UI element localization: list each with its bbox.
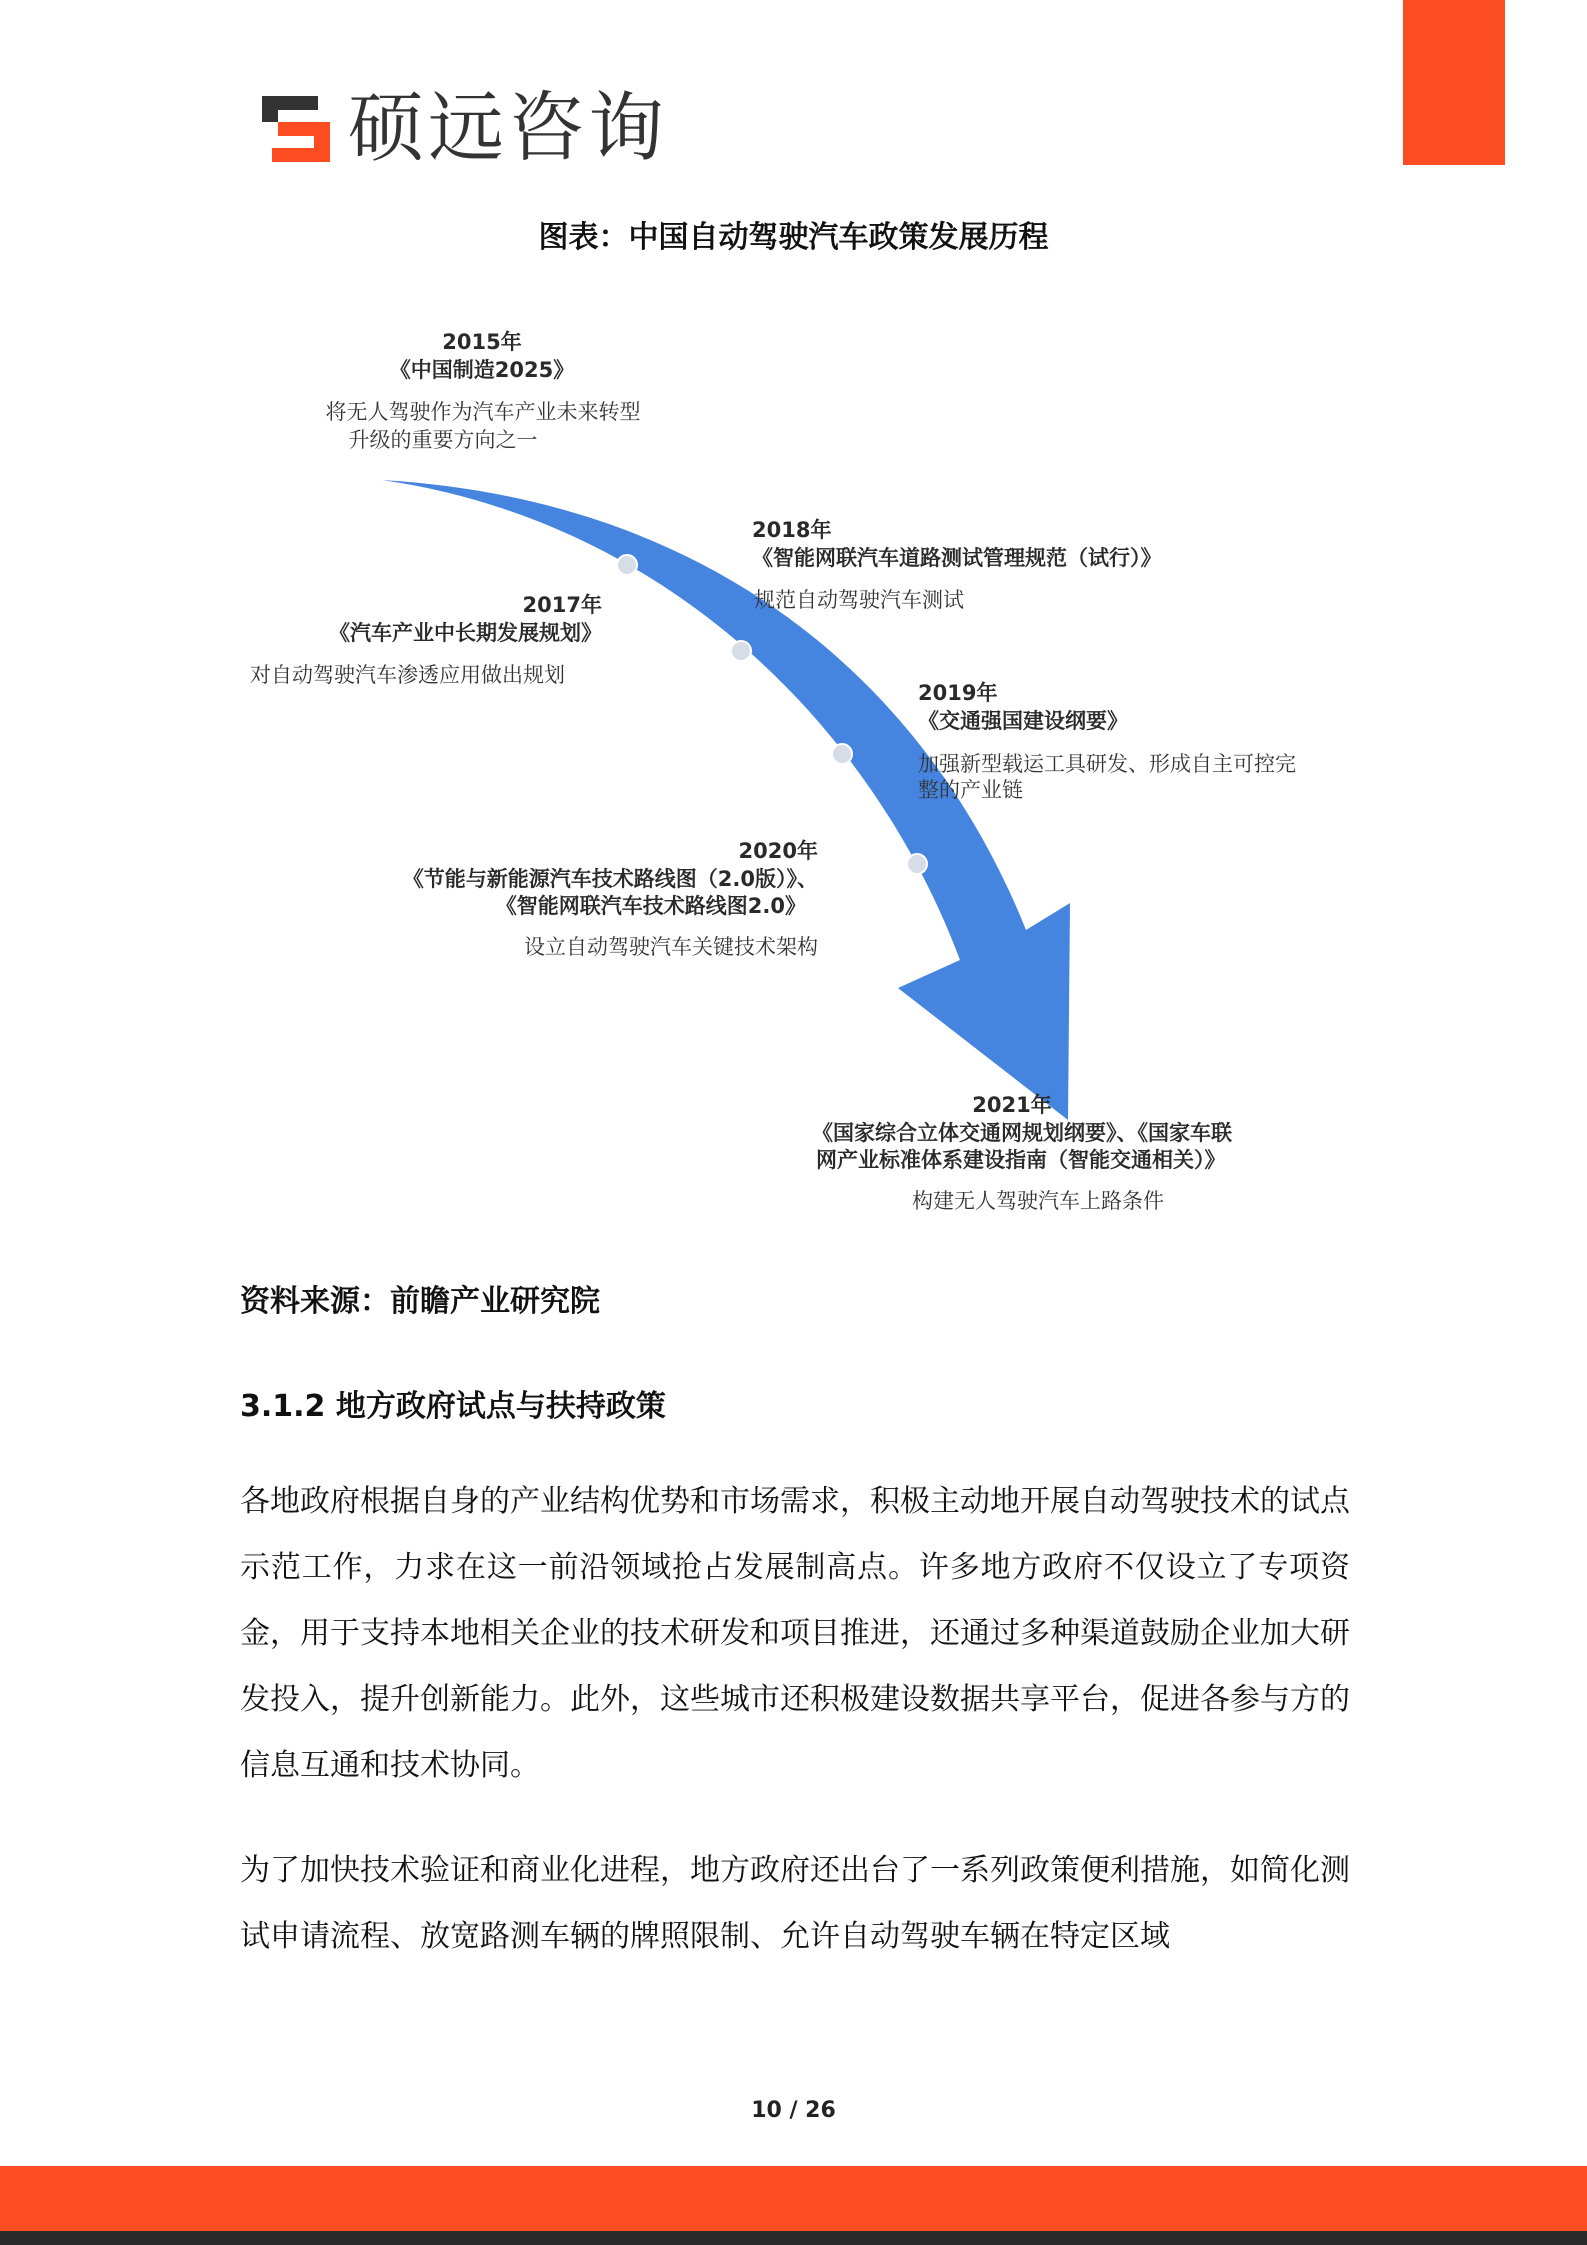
footer-dark-strip <box>0 2231 1587 2245</box>
event-year: 2021年 <box>972 1093 1052 1117</box>
logo-mark-icon <box>258 90 334 166</box>
event-desc: 构建无人驾驶汽车上路条件 <box>912 1189 1164 1213</box>
source-note: 资料来源：前瞻产业研究院 <box>240 1284 600 1319</box>
event-year: 2015年 <box>442 330 522 354</box>
event-desc: 设立自动驾驶汽车关键技术架构 <box>524 935 818 959</box>
event-year: 2020年 <box>738 839 818 863</box>
event-year: 2019年 <box>918 681 998 705</box>
event-desc: 将无人驾驶作为汽车产业未来转型 <box>325 400 641 424</box>
event-policy: 《汽车产业中长期发展规划》 <box>329 621 602 645</box>
milestone-dot <box>832 744 852 764</box>
figure-title: 图表：中国自动驾驶汽车政策发展历程 <box>538 220 1049 255</box>
policy-timeline-figure <box>240 290 1348 1225</box>
body-paragraph: 各地政府根据自身的产业结构优势和市场需求，积极主动地开展自动驾驶技术的试点示范工作，力求在这一前沿领域抢占发展制高点。许多地方政府不仅设立了专项资金，用于支持本地相关企业的技术研发和项目推进，还通过多种渠道鼓励企业加大研发投入，提升创新能力。此外，这些城市还积极建设数据共享平台，促进各参与方的信息互通和技术协同。 <box>240 1484 1350 1783</box>
event-policy: 《节能与新能源汽车技术路线图（2.0版）》、 <box>402 867 818 891</box>
event-policy: 《交通强国建设纲要》 <box>918 709 1128 733</box>
event-year: 2018年 <box>752 518 832 542</box>
corner-accent-tab <box>1403 0 1505 165</box>
footer-accent-bar <box>0 2166 1587 2231</box>
body-paragraph: 为了加快技术验证和商业化进程，地方政府还出台了一系列政策便利措施，如简化测试申请流程、放宽路测车辆的牌照限制、允许自动驾驶车辆在特定区域 <box>240 1853 1350 1954</box>
milestone-dot <box>617 555 637 575</box>
logo-text: 硕远咨询 <box>348 83 668 172</box>
event-desc: 对自动驾驶汽车渗透应用做出规划 <box>250 663 565 687</box>
event-policy: 《中国制造2025》 <box>389 358 575 382</box>
event-policy: 《智能网联汽车技术路线图2.0》 <box>495 894 806 918</box>
event-desc: 升级的重要方向之一 <box>348 428 538 452</box>
event-year: 2017年 <box>522 593 602 617</box>
event-desc: 整的产业链 <box>918 778 1023 802</box>
milestone-dot <box>731 641 751 661</box>
milestone-dot <box>907 854 927 874</box>
company-logo <box>258 83 668 172</box>
event-policy: 网产业标准体系建设指南（智能交通相关）》 <box>816 1148 1226 1172</box>
event-desc: 规范自动驾驶汽车测试 <box>754 588 964 612</box>
event-policy: 《智能网联汽车道路测试管理规范（试行）》 <box>752 546 1162 570</box>
event-policy: 《国家综合立体交通网规划纲要》、《国家车联 <box>812 1121 1232 1145</box>
section-heading: 3.1.2 地方政府试点与扶持政策 <box>240 1389 666 1424</box>
page-number: 10 / 26 <box>751 2098 836 2123</box>
event-desc: 加强新型载运工具研发、形成自主可控完 <box>918 752 1296 776</box>
